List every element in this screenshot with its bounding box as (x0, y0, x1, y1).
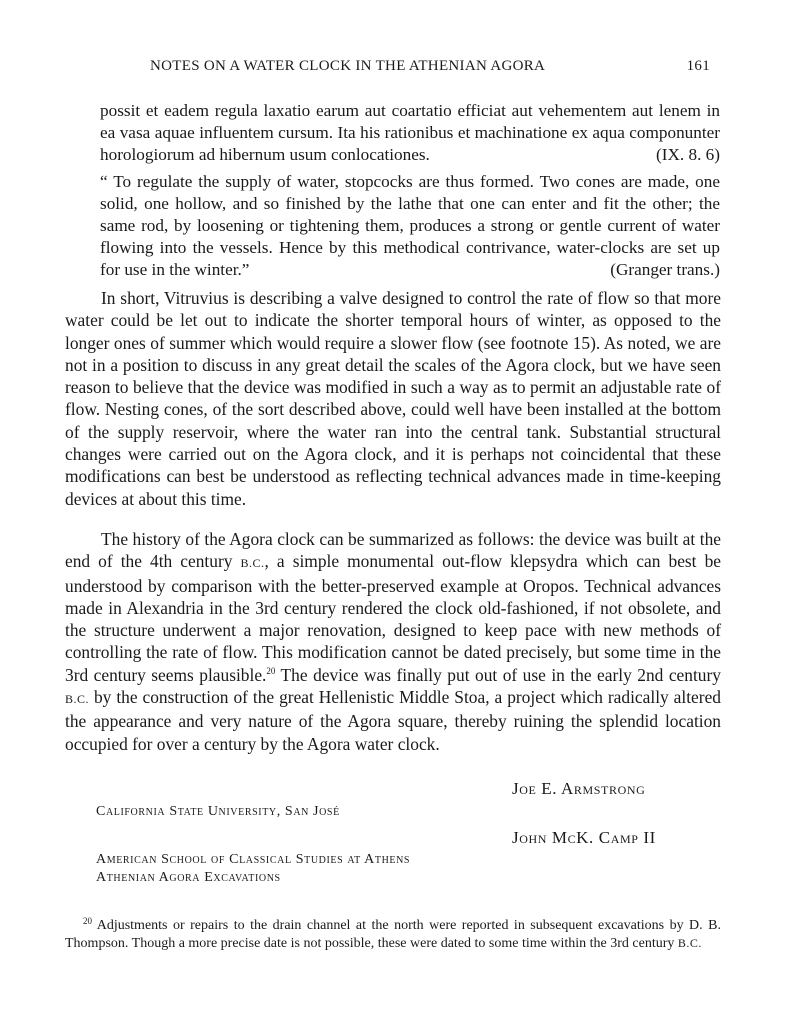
translation-quotation (100, 171, 720, 281)
running-header (150, 58, 710, 75)
body-paragraph-2 (65, 528, 721, 755)
paragraph2-part4: by the construction of the great Hellenistic Middle Stoa, a project which radically altered the appearance and very nature of the Agora square, thereby ruining the splendid location occupied for over a century by the Agora water clock. (65, 687, 721, 754)
era-abbrev: B.C. (240, 556, 265, 571)
paragraph2-part2: , a simple monumental out-flow klepsydra which can best be understood by comparison with the better-preserved example at Oropos. Technical advances made in Alexandria in the 3rd century rendered the clock old-fashioned, if not obsolete, and the structure underwent a major renovation, designed to keep pace with new methods of controlling the rate of flow. This modification cannot be dated precisely, but some time in the 3rd century seems plausible. (65, 551, 721, 685)
footnote-reference[interactable]: 20 (266, 665, 276, 676)
latin-quotation (100, 100, 720, 166)
translation-text: “ To regulate the supply of water, stopcocks are thus formed. Two cones are made, one solid, one hollow, and so finished by the lathe that one can enter and fit the other; the same rod, by loosening or tightening them, produces a strong or gentle current of water flowing into the vessels. Hence by this methodical contrivance, water-clocks are set up for use in the winter.” (100, 172, 720, 279)
latin-text: possit et eadem regula laxatio earum aut coartatio efficiat aut vehementem aut lenem in ea vasa aquae influentem cursum. Ita his rationibus et machinatione ex aqua componunter horologiorum ad hibernum usum conlocationes. (100, 101, 720, 164)
page-number: 161 (686, 58, 710, 74)
era-abbrev: B.C. (677, 935, 702, 950)
translation-reference: (Granger trans.) (610, 260, 720, 279)
footnote-text: Adjustments or repairs to the drain channel at the north were reported in subsequent excavations by D. B. Thompson. Though a more precise date is not possible, these were dated to some time within the 3rd century (65, 918, 721, 951)
author-signature-1: Joe E. Armstrong (512, 779, 646, 798)
affiliation-2: American School of Classical Studies at Athens (96, 852, 411, 867)
author-signature-2: John McK. Camp II (512, 828, 656, 847)
running-title: NOTES ON A WATER CLOCK IN THE ATHENIAN AGORA (150, 58, 546, 74)
affiliation-3: Athenian Agora Excavations (96, 870, 281, 885)
affiliation-1: California State University, San José (96, 804, 340, 819)
paragraph2-part1: The history of the Agora clock can be summarized as follows: the device was built at the end of the 4th century (65, 529, 721, 572)
footnote (65, 913, 721, 952)
latin-reference: (IX. 8. 6) (656, 145, 720, 164)
paragraph2-part3: The device was finally put out of use in the early 2nd century (275, 664, 721, 685)
footnote-number: 20 (83, 916, 92, 926)
body-paragraph-1: In short, Vitruvius is describing a valve designed to control the rate of flow so that more water could be let out to indicate the shorter temporal hours of winter, as opposed to the longer ones of summer which would require a slower flow (see footnote 15). As noted, we are not in a position to discuss in any great detail the scales of the Agora clock, but we have seen reason to believe that the device was modified in such a way as to permit an adjustable rate of flow. Nesting cones, of the sort described above, could well have been installed at the bottom of the supply reservoir, where the water ran into the central tank. Substantial structural changes were carried out on the Agora clock, and it is perhaps not coincidental that these modifications can best be understood as reflecting technical advances made in time-keeping devices at about this time. (65, 288, 721, 509)
era-abbrev: B.C. (65, 692, 90, 707)
